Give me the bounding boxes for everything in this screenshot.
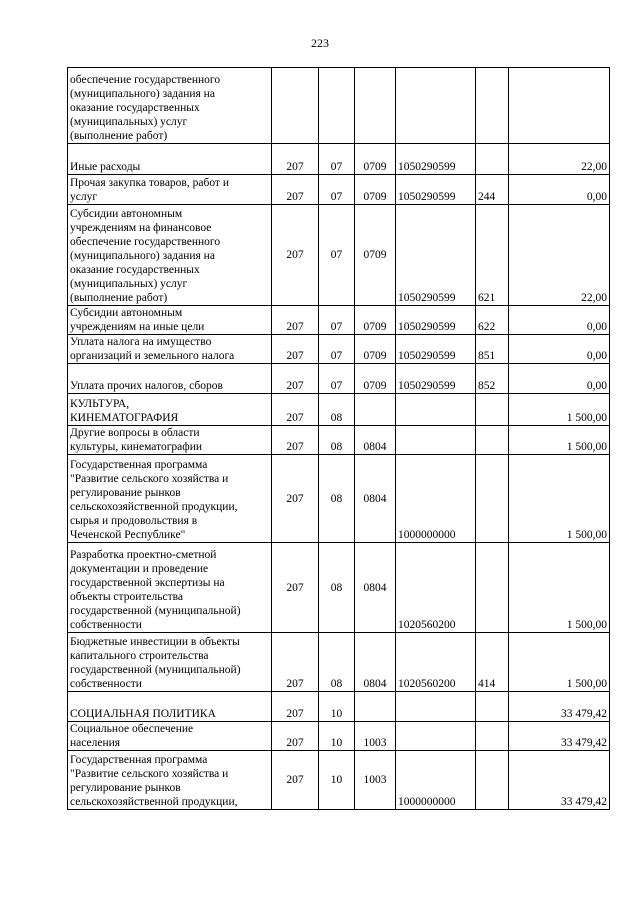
amount-cell: 0,00 [509, 306, 610, 335]
amount-cell: 1 500,00 [509, 543, 610, 633]
grbs-cell: 207 [272, 543, 319, 633]
table-row [68, 543, 610, 633]
amount-cell: 22,00 [509, 205, 610, 306]
amount-cell: 1 500,00 [509, 455, 610, 543]
section-cell: 08 [319, 455, 355, 543]
grbs-cell [272, 68, 319, 144]
grbs-cell: 207 [272, 633, 319, 692]
expense-name-cell: Социальное обеспечение населения [68, 722, 272, 751]
section-cell: 07 [319, 335, 355, 364]
table-row [68, 68, 610, 144]
expense-name-cell: Прочая закупка товаров, работ и услуг [68, 175, 272, 205]
table-row [68, 633, 610, 692]
amount-cell: 0,00 [509, 175, 610, 205]
target-article-cell: 1020560200 [396, 543, 476, 633]
amount-cell: 1 500,00 [509, 633, 610, 692]
table-row [68, 175, 610, 205]
budget-table-body [68, 68, 610, 810]
expense-type-cell: 622 [476, 306, 509, 335]
table-row [68, 394, 610, 426]
target-article-cell: 1000000000 [396, 751, 476, 810]
target-article-cell [396, 692, 476, 722]
target-article-cell: 1050290599 [396, 364, 476, 394]
expense-type-cell [476, 722, 509, 751]
section-cell: 08 [319, 394, 355, 426]
target-article-cell: 1050290599 [396, 144, 476, 175]
expense-type-cell: 244 [476, 175, 509, 205]
grbs-cell: 207 [272, 751, 319, 810]
grbs-cell: 207 [272, 205, 319, 306]
section-cell: 07 [319, 175, 355, 205]
expense-type-cell [476, 543, 509, 633]
section-cell: 07 [319, 205, 355, 306]
target-article-cell: 1050290599 [396, 175, 476, 205]
grbs-cell: 207 [272, 335, 319, 364]
expense-name-cell: Субсидии автономным учреждениям на финансовое обеспечение государственного (муниципального) задания на оказание государственных (муниципальных) услуг (выполнение работ) [68, 205, 272, 306]
section-cell: 07 [319, 364, 355, 394]
expense-type-cell [476, 144, 509, 175]
subsection-cell: 0804 [355, 455, 396, 543]
amount-cell: 33 479,42 [509, 692, 610, 722]
section-cell [319, 68, 355, 144]
table-row [68, 455, 610, 543]
subsection-cell: 0804 [355, 543, 396, 633]
subsection-cell: 1003 [355, 751, 396, 810]
amount-cell: 0,00 [509, 335, 610, 364]
subsection-cell [355, 394, 396, 426]
expense-type-cell: 621 [476, 205, 509, 306]
expense-name-cell: обеспечение государственного (муниципального) задания на оказание государственных (муниципальных) услуг (выполнение работ) [68, 68, 272, 144]
target-article-cell [396, 722, 476, 751]
expense-name-cell: Другие вопросы в области культуры, кинематографии [68, 426, 272, 455]
subsection-cell: 0709 [355, 335, 396, 364]
table-row [68, 205, 610, 306]
subsection-cell: 0709 [355, 175, 396, 205]
grbs-cell: 207 [272, 394, 319, 426]
target-article-cell: 1050290599 [396, 306, 476, 335]
section-cell: 10 [319, 722, 355, 751]
subsection-cell: 0709 [355, 364, 396, 394]
amount-cell: 22,00 [509, 144, 610, 175]
expense-name-cell: Иные расходы [68, 144, 272, 175]
expense-type-cell [476, 692, 509, 722]
expense-type-cell: 414 [476, 633, 509, 692]
amount-cell: 33 479,42 [509, 751, 610, 810]
grbs-cell: 207 [272, 455, 319, 543]
target-article-cell: 1050290599 [396, 205, 476, 306]
expense-name-cell: Уплата прочих налогов, сборов [68, 364, 272, 394]
expense-type-cell: 851 [476, 335, 509, 364]
amount-cell [509, 68, 610, 144]
table-row [68, 144, 610, 175]
expense-name-cell: Государственная программа "Развитие сельского хозяйства и регулирование рынков сельскохозяйственной продукции, [68, 751, 272, 810]
target-article-cell [396, 426, 476, 455]
subsection-cell: 0709 [355, 205, 396, 306]
grbs-cell: 207 [272, 722, 319, 751]
expense-type-cell [476, 68, 509, 144]
grbs-cell: 207 [272, 364, 319, 394]
table-row [68, 426, 610, 455]
grbs-cell: 207 [272, 692, 319, 722]
target-article-cell: 1000000000 [396, 455, 476, 543]
page-number: 223 [311, 36, 329, 50]
amount-cell: 1 500,00 [509, 394, 610, 426]
section-cell: 07 [319, 306, 355, 335]
section-cell: 07 [319, 144, 355, 175]
section-cell: 08 [319, 426, 355, 455]
expense-name-cell: КУЛЬТУРА, КИНЕМАТОГРАФИЯ [68, 394, 272, 426]
amount-cell: 33 479,42 [509, 722, 610, 751]
amount-cell: 1 500,00 [509, 426, 610, 455]
grbs-cell: 207 [272, 175, 319, 205]
expense-type-cell [476, 394, 509, 426]
section-cell: 08 [319, 633, 355, 692]
table-row [68, 306, 610, 335]
expense-type-cell [476, 426, 509, 455]
section-cell: 08 [319, 543, 355, 633]
expense-name-cell: СОЦИАЛЬНАЯ ПОЛИТИКА [68, 692, 272, 722]
expense-name-cell: Уплата налога на имущество организаций и земельного налога [68, 335, 272, 364]
table-row [68, 335, 610, 364]
subsection-cell: 0804 [355, 633, 396, 692]
table-row [68, 692, 610, 722]
grbs-cell: 207 [272, 144, 319, 175]
table-row [68, 751, 610, 810]
subsection-cell [355, 68, 396, 144]
amount-cell: 0,00 [509, 364, 610, 394]
expense-name-cell: Разработка проектно-сметной документации и проведение государственной экспертизы на объекты строительства государственной (муниципальной) собственности [68, 543, 272, 633]
section-cell: 10 [319, 751, 355, 810]
subsection-cell: 0804 [355, 426, 396, 455]
budget-table [67, 67, 610, 810]
subsection-cell: 1003 [355, 722, 396, 751]
subsection-cell: 0709 [355, 306, 396, 335]
grbs-cell: 207 [272, 306, 319, 335]
expense-name-cell: Государственная программа "Развитие сельского хозяйства и регулирование рынков сельскохозяйственной продукции, сырья и продовольствия в Чеченской Республике" [68, 455, 272, 543]
subsection-cell: 0709 [355, 144, 396, 175]
target-article-cell: 1020560200 [396, 633, 476, 692]
grbs-cell: 207 [272, 426, 319, 455]
target-article-cell [396, 68, 476, 144]
expense-name-cell: Субсидии автономным учреждениям на иные цели [68, 306, 272, 335]
table-row [68, 364, 610, 394]
expense-name-cell: Бюджетные инвестиции в объекты капитального строительства государственной (муниципальной) собственности [68, 633, 272, 692]
expense-type-cell: 852 [476, 364, 509, 394]
expense-type-cell [476, 455, 509, 543]
target-article-cell [396, 394, 476, 426]
section-cell: 10 [319, 692, 355, 722]
target-article-cell: 1050290599 [396, 335, 476, 364]
subsection-cell [355, 692, 396, 722]
table-row [68, 722, 610, 751]
expense-type-cell [476, 751, 509, 810]
